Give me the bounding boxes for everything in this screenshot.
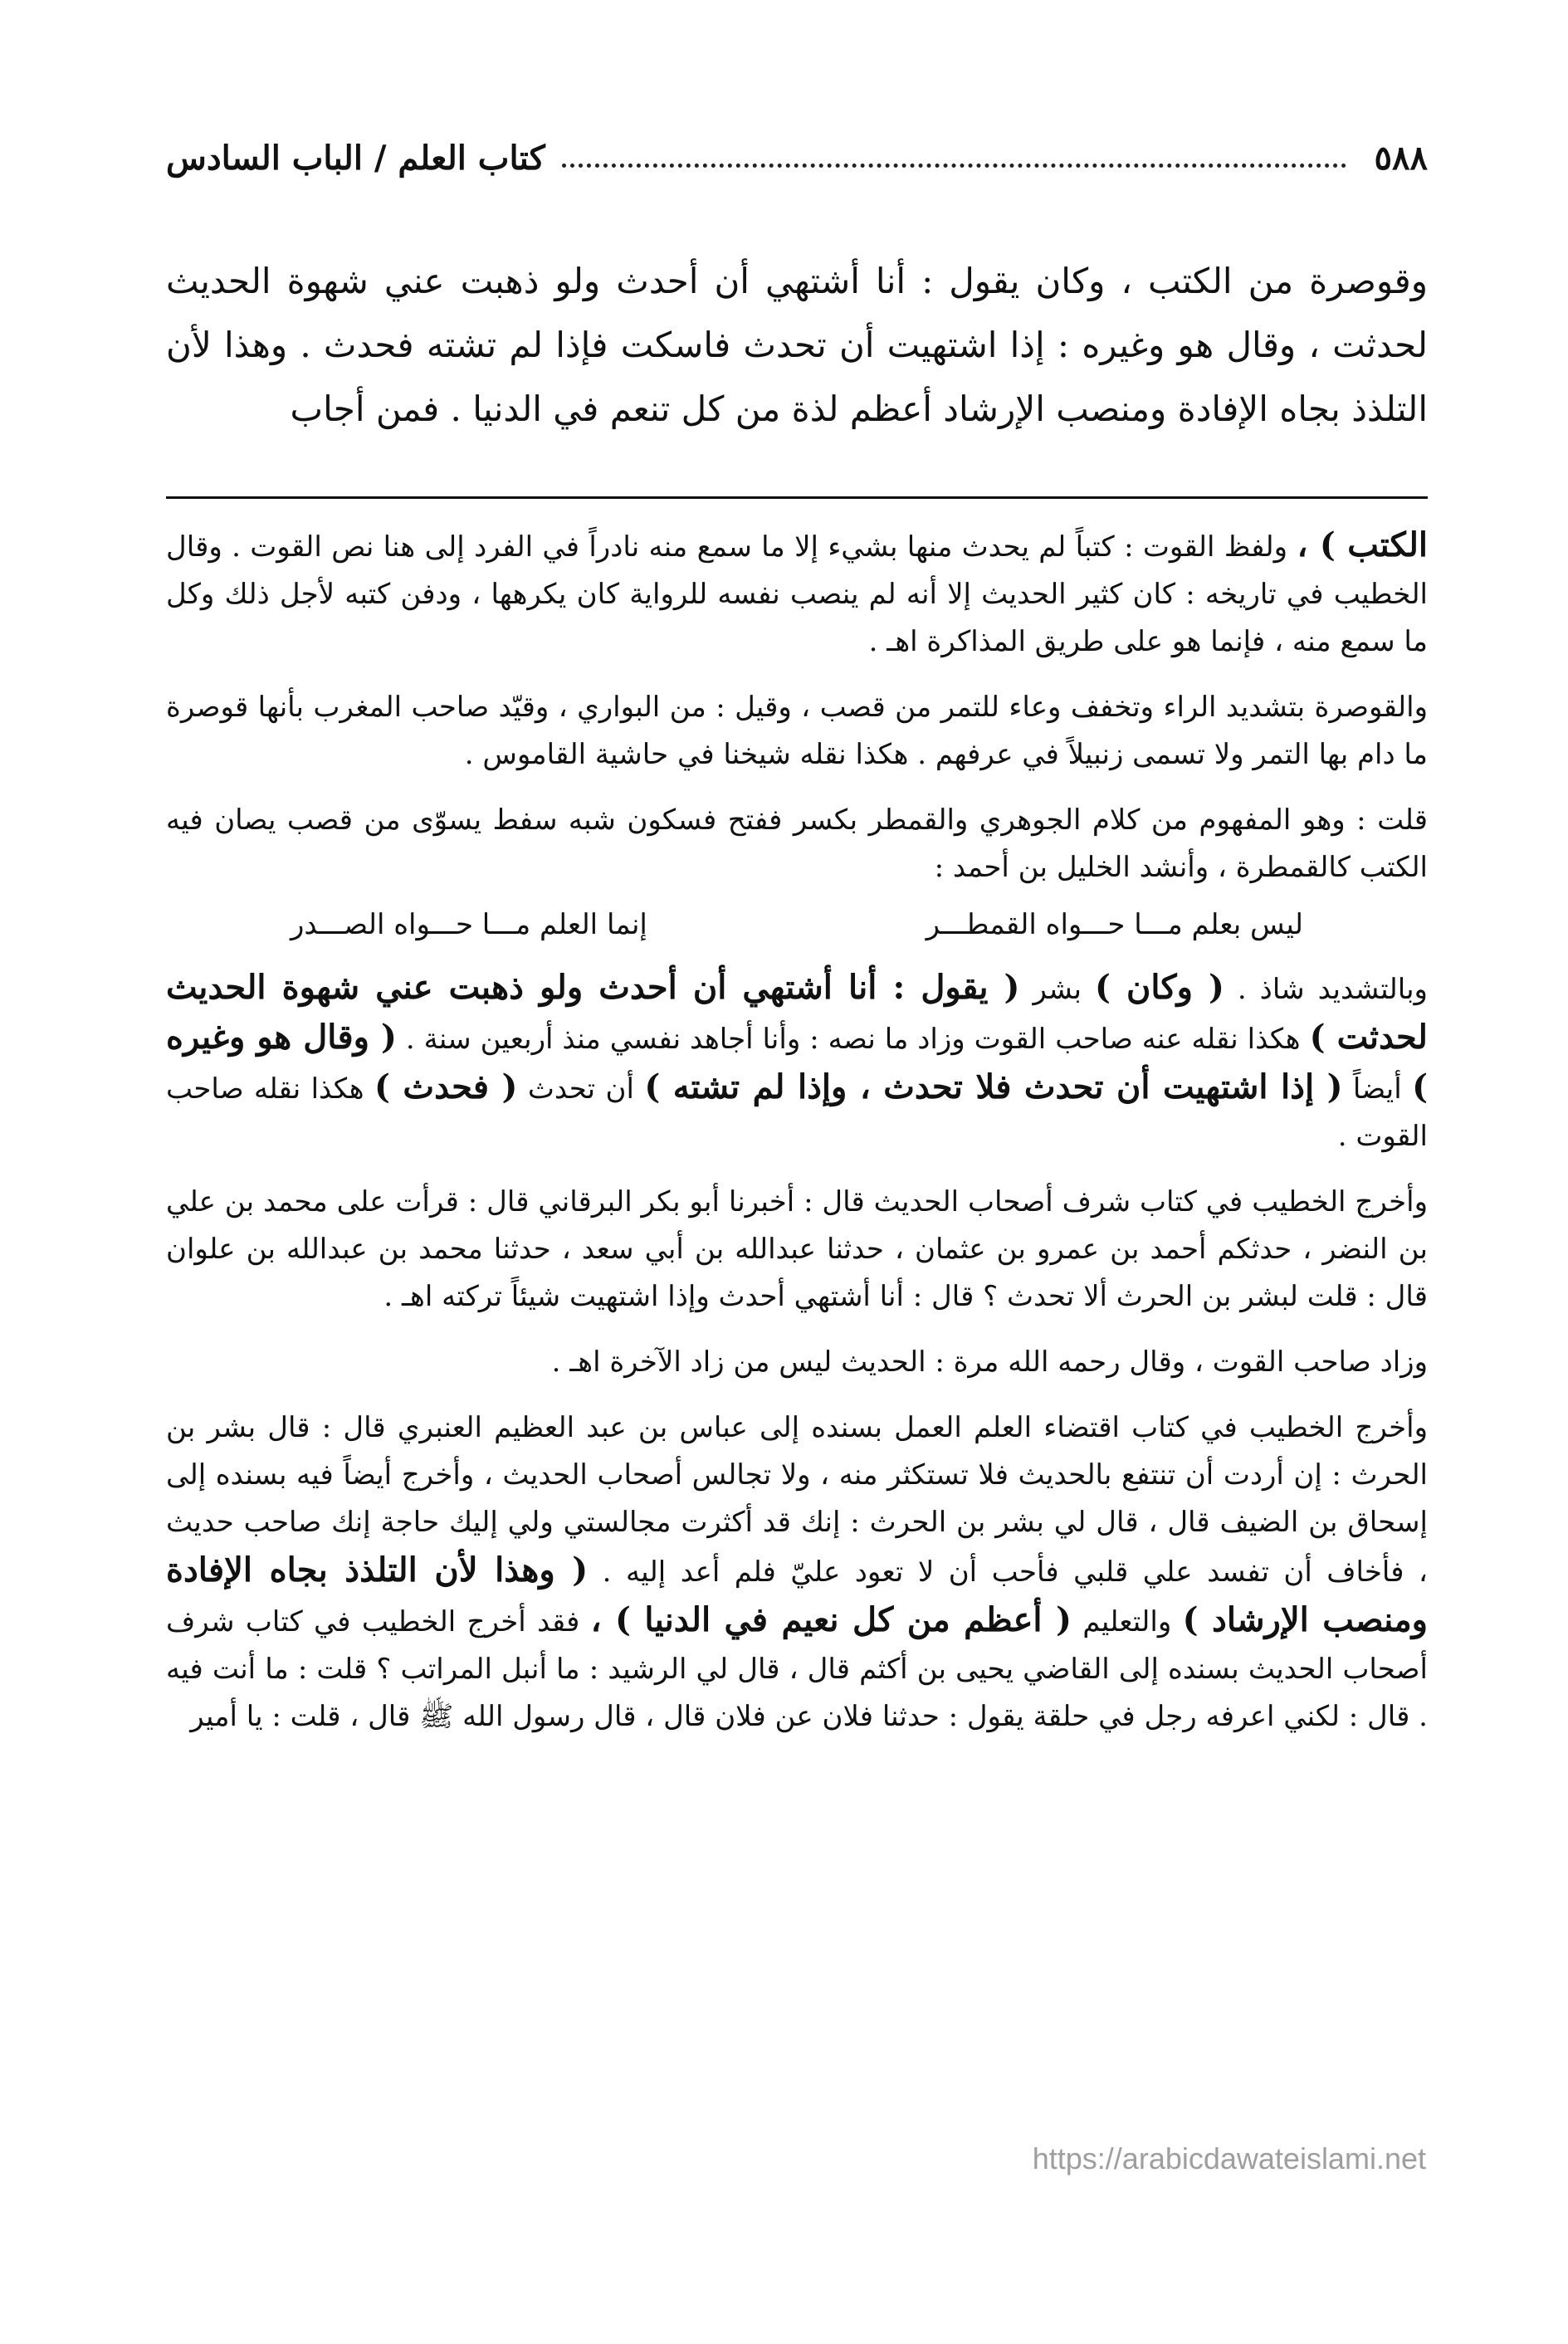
commentary-paragraph (166, 964, 1428, 1160)
bold-lemma: ( وهذا لأن التلذذ بجاه الإفادة ومنصب الإرشاد ) (166, 1550, 1428, 1639)
header-dotted-leader (562, 164, 1346, 168)
commentary-text: هكذا نقله عنه صاحب القوت وزاد ما نصه : وأنا أجاهد نفسي منذ أربعين سنة . (396, 1023, 1310, 1056)
commentary-text: ولفظ القوت : كتباً لم يحدث منها بشيء إلا ما سمع منه نادراً في الفرد إلى هنا نص القوت . وقال الخطيب في تاريخه : كان كثير الحديث إلا أنه لم ينصب نفسه للرواية كان يكرهها ، ودفن كتبه لأجل ذلك وكل ما سمع منه ، فإنما هو على طريق المذاكرة اهـ . (166, 530, 1428, 658)
footnote-separator (166, 496, 1428, 499)
main-text-line: وقوصرة من الكتب ، وكان يقول : أنا أشتهي أن أحدث ولو ذهبت عني شهوة الحديث (166, 261, 1428, 301)
source-watermark: https://arabicdawateislami.net (1032, 2141, 1426, 2176)
page-header (166, 125, 1428, 191)
page-number: ٥٨٨ (1374, 138, 1428, 178)
bold-lemma: ( إذا اشتهيت أن تحدث فلا تحدث ، وإذا لم تشته ) (644, 1067, 1343, 1106)
main-text-line: لأن التلذذ بجاه الإفادة ومنصب الإرشاد أعظم لذة من كل تنعم في الدنيا . فمن أجاب (166, 325, 1428, 429)
bold-lemma: ( يقول : أنا أشتهي أن أحدث ولو ذهبت عني شهوة الحديث لحدثت ) (166, 968, 1428, 1057)
commentary-text: هكذا نقله صاحب القوت . (166, 1072, 1428, 1153)
commentary-text: أيضاً (1342, 1072, 1413, 1106)
bold-lemma: الكتب ) ، (1297, 525, 1428, 564)
bold-lemma: ( فحدث ) (374, 1067, 518, 1106)
commentary-text: وأخرج الخطيب في كتاب اقتضاء العلم العمل بسنده إلى عباس بن عبد العظيم العنبري قال : قال بشر بن الحرث : إن أردت أن تنتفع بالحديث فلا تستكثر منه ، ولا تجالس أصحاب الحديث ، وأخرج أيضاً فيه بسنده إلى إسحاق بن الضيف قال ، قال لي بشر بن الحرث : إنك قد أكثرت مجالستي ولي إليك حاجة إنك صاحب حديث ، فأخاف أن تفسد علي قلبي فأحب أن لا تعود عليّ فلم أعد إليه . (166, 1411, 1428, 1589)
main-text (166, 249, 1428, 441)
commentary-text: فقد أخرج الخطيب في كتاب شرف أصحاب الحديث بسنده إلى القاضي يحيى بن أكثم قال ، قال لي الرشيد : ما أنبل المراتب ؟ قلت : ما أنت فيه . قال : لكني اعرفه رجل في حلقة يقول : حدثنا فلان عن فلان قال ، قال رسول الله ﷺ قال ، قلت : يا أمير (166, 1605, 1428, 1733)
commentary-paragraph: والقوصرة بتشديد الراء وتخفف وعاء للتمر من قصب ، وقيل : من البواري ، وقيّد صاحب المغرب بأنها قوصرة ما دام بها التمر ولا تسمى زنبيلاً في عرفهم . هكذا نقله شيخنا في حاشية القاموس . (166, 691, 1428, 771)
commentary-section (166, 521, 1428, 1759)
commentary-paragraph (166, 521, 1428, 666)
commentary-text: والتعليم (1071, 1605, 1183, 1638)
commentary-text: وبالتشديد شاذ . (1224, 973, 1428, 1006)
bold-lemma: ( أعظم من كل نعيم في الدنيا ) ، (590, 1600, 1072, 1639)
commentary-text: أن تحدث (517, 1072, 645, 1106)
bold-lemma: ( وكان ) (1094, 968, 1224, 1007)
bold-lemma: ( وقال هو وغيره ) (166, 1018, 1429, 1106)
poetry-verse (291, 901, 1303, 949)
commentary-text: بشر (1019, 973, 1095, 1006)
commentary-paragraph: قلت : وهو المفهوم من كلام الجوهري والقمطر بكسر ففتح فسكون شبه سفط يسوّى من قصب يصان فيه الكتب كالقمطرة ، وأنشد الخليل بن أحمد : (166, 803, 1428, 884)
verse-first-hemistich: ليس بعلم مـــا حـــواه القمطـــر (926, 908, 1303, 941)
commentary-paragraph: وزاد صاحب القوت ، وقال رحمه الله مرة : الحديث ليس من زاد الآخرة اهـ . (551, 1345, 1428, 1379)
running-title: كتاب العلم / الباب السادس (166, 138, 545, 178)
commentary-paragraph: وأخرج الخطيب في كتاب شرف أصحاب الحديث قال : أخبرنا أبو بكر البرقاني قال : قرأت على محمد بن علي بن النضر ، حدثكم أحمد بن عمرو بن عثمان ، حدثنا عبدالله بن أبي سعد ، حدثنا محمد بن عبدالله بن علوان قال : قلت لبشر بن الحرث ألا تحدث ؟ قال : أنا أشتهي أحدث وإذا اشتهيت شيئاً تركته اهـ . (166, 1185, 1428, 1313)
main-text-line: لحدثت ، وقال هو وغيره : إذا اشتهيت أن تحدث فاسكت فإذا لم تشته فحدث . وهذا (223, 325, 1428, 365)
verse-second-hemistich: إنما العلم مـــا حـــواه الصـــدر (291, 908, 647, 941)
commentary-paragraph (166, 1404, 1428, 1741)
